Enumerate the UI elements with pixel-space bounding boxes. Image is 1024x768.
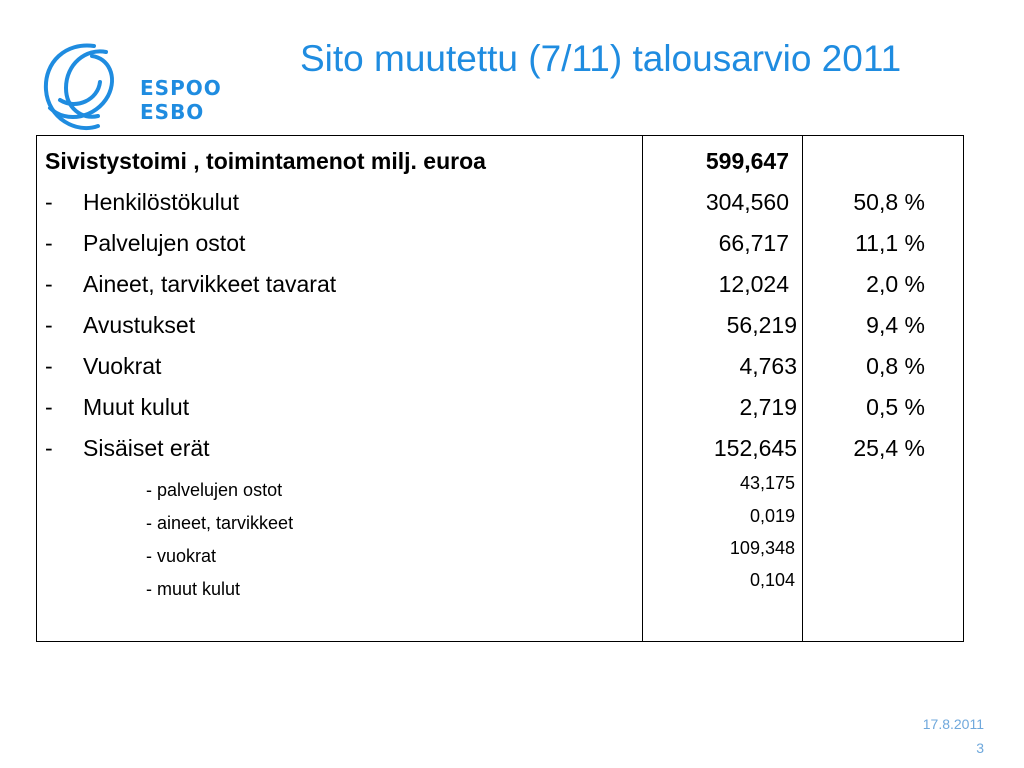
- row-label: Vuokrat: [83, 353, 162, 379]
- row-dash: -: [45, 189, 53, 215]
- subrow-label: - muut kulut: [146, 579, 241, 599]
- subrow-amount: 43,175: [739, 473, 795, 493]
- row-percent: 2,0 %: [866, 271, 925, 297]
- row-label: Avustukset: [83, 312, 196, 338]
- footer-page-number: 3: [976, 740, 984, 756]
- row-dash: -: [45, 271, 53, 297]
- footer-date: 17.8.2011: [922, 716, 984, 732]
- row-dash: -: [45, 435, 53, 461]
- row-label: Aineet, tarvikkeet tavarat: [83, 271, 337, 297]
- row-label: Henkilöstökulut: [83, 189, 239, 215]
- row-amount: 152,645: [713, 435, 797, 461]
- row-percent: 9,4 %: [866, 312, 925, 338]
- subrow-amount: 109,348: [729, 538, 795, 558]
- row-amount: 4,763: [739, 353, 797, 379]
- row-label: Palvelujen ostot: [83, 230, 246, 256]
- subrow-amount: 0,019: [749, 506, 795, 526]
- table-header-label: Sivistystoimi , toimintamenot milj. euroa: [45, 148, 486, 174]
- row-dash: -: [45, 230, 53, 256]
- subrow-label: - aineet, tarvikkeet: [146, 513, 294, 533]
- subrow-label: - palvelujen ostot: [146, 480, 283, 500]
- subrow-amount: 0,104: [749, 570, 795, 590]
- row-percent: 25,4 %: [853, 435, 925, 461]
- slide-title: Sito muutettu (7/11) talousarvio 2011: [300, 38, 902, 79]
- budget-table: [36, 135, 964, 642]
- table-header-amount: 599,647: [705, 148, 789, 174]
- row-amount: 12,024: [718, 271, 789, 297]
- row-amount: 66,717: [718, 230, 789, 256]
- row-percent: 50,8 %: [853, 189, 925, 215]
- row-amount: 56,219: [726, 312, 797, 338]
- espoo-logo: [36, 38, 236, 138]
- table-divider-2: [802, 136, 803, 641]
- row-amount: 304,560: [705, 189, 789, 215]
- espoo-logo-icon: [36, 38, 136, 138]
- row-percent: 11,1 %: [855, 230, 925, 256]
- row-dash: -: [45, 312, 53, 338]
- row-label: Sisäiset erät: [83, 435, 210, 461]
- row-amount: 2,719: [739, 394, 797, 420]
- row-dash: -: [45, 353, 53, 379]
- row-percent: 0,8 %: [866, 353, 925, 379]
- row-dash: -: [45, 394, 53, 420]
- subrow-label: - vuokrat: [146, 546, 217, 566]
- row-label: Muut kulut: [83, 394, 190, 420]
- logo-text-espoo: ESPOO: [140, 76, 222, 100]
- row-percent: 0,5 %: [866, 394, 925, 420]
- logo-text-esbo: ESBO: [140, 100, 205, 124]
